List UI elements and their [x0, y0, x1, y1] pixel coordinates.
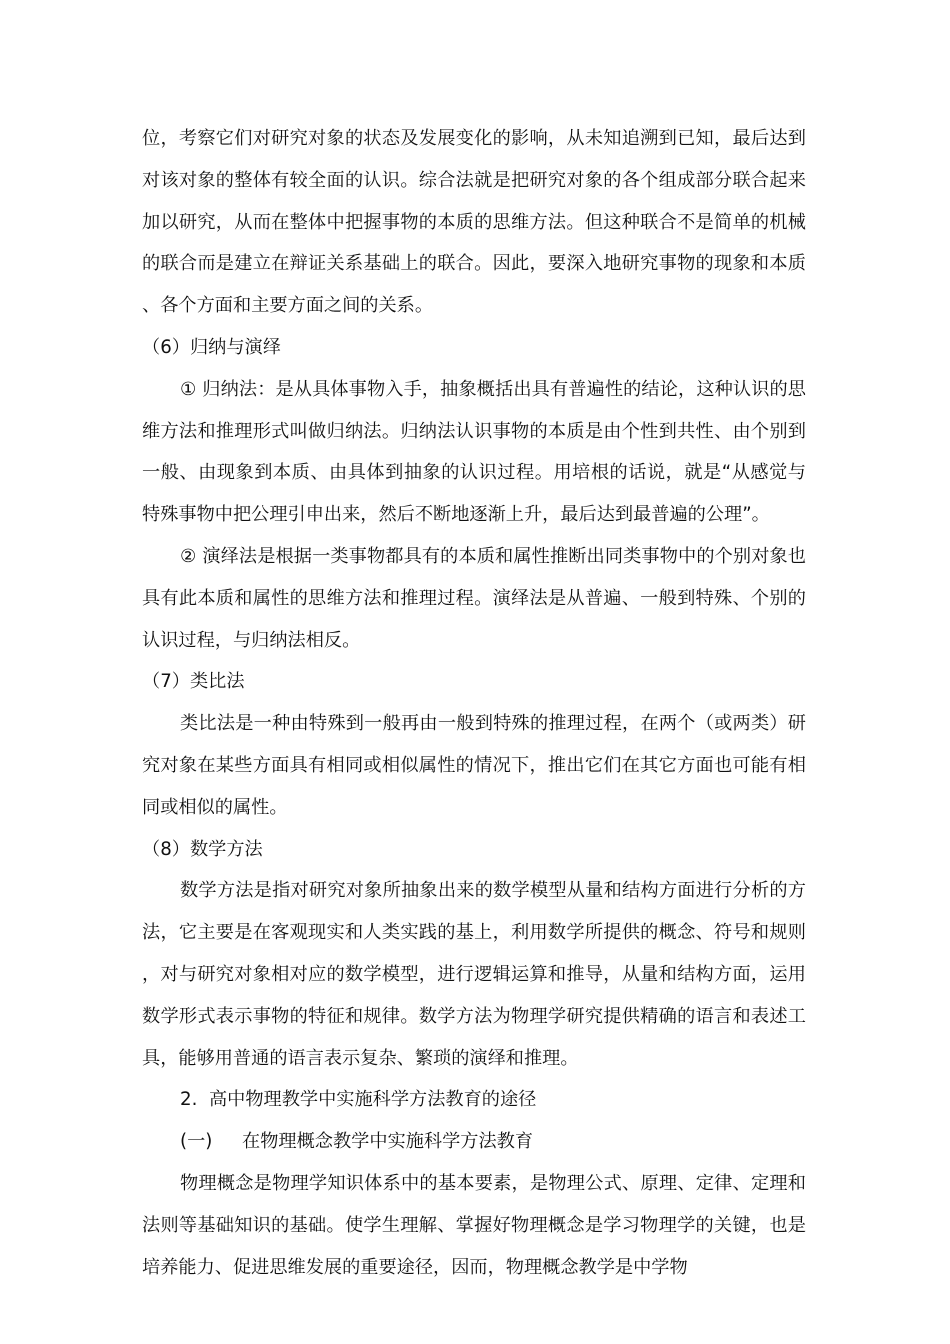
paragraph-analogy: 类比法是一种由特殊到一般再由一般到特殊的推理过程，在两个（或两类）研究对象在某些方面具有相同或相似属性的情况下，推出它们在其它方面也可能有相同或相似的属性。 — [142, 713, 806, 818]
heading-analogy: （7）类比法 — [142, 671, 245, 693]
section-2-number: 2. — [180, 1089, 198, 1111]
subsection-1-title: 在物理概念教学中实施科学方法教育 — [242, 1131, 534, 1153]
paragraph-induction: ① 归纳法：是从具体事物入手，抽象概括出具有普遍性的结论，这种认识的思维方法和推理形式叫做归纳法。归纳法认识事物的本质是由个性到共性、由个别到一般、由现象到本质、由具体到抽象的认识过程。用培根的话说，就是“从感觉与特殊事物中把公理引申出来，然后不断地逐渐上升，最后达到最普遍的公理”。 — [142, 378, 806, 526]
subsection-1-heading — [142, 1121, 806, 1163]
document-body — [142, 118, 806, 1288]
heading-induction-deduction: （6）归纳与演绎 — [142, 336, 281, 358]
section-2-heading — [142, 1079, 806, 1121]
paragraph-deduction: ② 演绎法是根据一类事物都具有的本质和属性推断出同类事物中的个别对象也具有此本质和属性的思维方法和推理过程。演绎法是从普遍、一般到特殊、个别的认识过程，与归纳法相反。 — [142, 545, 806, 651]
section-2-title: 高中物理教学中实施科学方法教育的途径 — [208, 1089, 537, 1111]
subsection-1-number: (一) — [180, 1131, 213, 1153]
paragraph-math-method: 数学方法是指对研究对象所抽象出来的数学模型从量和结构方面进行分析的方法，它主要是在客观现实和人类实践的基上，利用数学所提供的概念、符号和规则，对与研究对象相对应的数学模型，进行逻辑运算和推导，从量和结构方面，运用数学形式表示事物的特征和规律。数学方法为物理学研究提供精确的语言和表述工具，能够用普通的语言表示复杂、繁琐的演绎和推理。 — [142, 880, 806, 1069]
paragraph-physics-concepts: 物理概念是物理学知识体系中的基本要素，是物理公式、原理、定律、定理和法则等基础知识的基础。使学生理解、掌握好物理概念是学习物理学的关键，也是培养能力、促进思维发展的重要途径，因而，物理概念教学是中学物 — [142, 1172, 806, 1278]
paragraph-synthesis-continued: 位，考察它们对研究对象的状态及发展变化的影响，从未知追溯到已知，最后达到对该对象的整体有较全面的认识。综合法就是把研究对象的各个组成部分联合起来加以研究，从而在整体中把握事物的本质的思维方法。但这种联合不是简单的机械的联合而是建立在辩证关系基础上的联合。因此，要深入地研究事物的现象和本质、各个方面和主要方面之间的关系。 — [142, 128, 806, 317]
heading-math-method: （8）数学方法 — [142, 838, 263, 860]
